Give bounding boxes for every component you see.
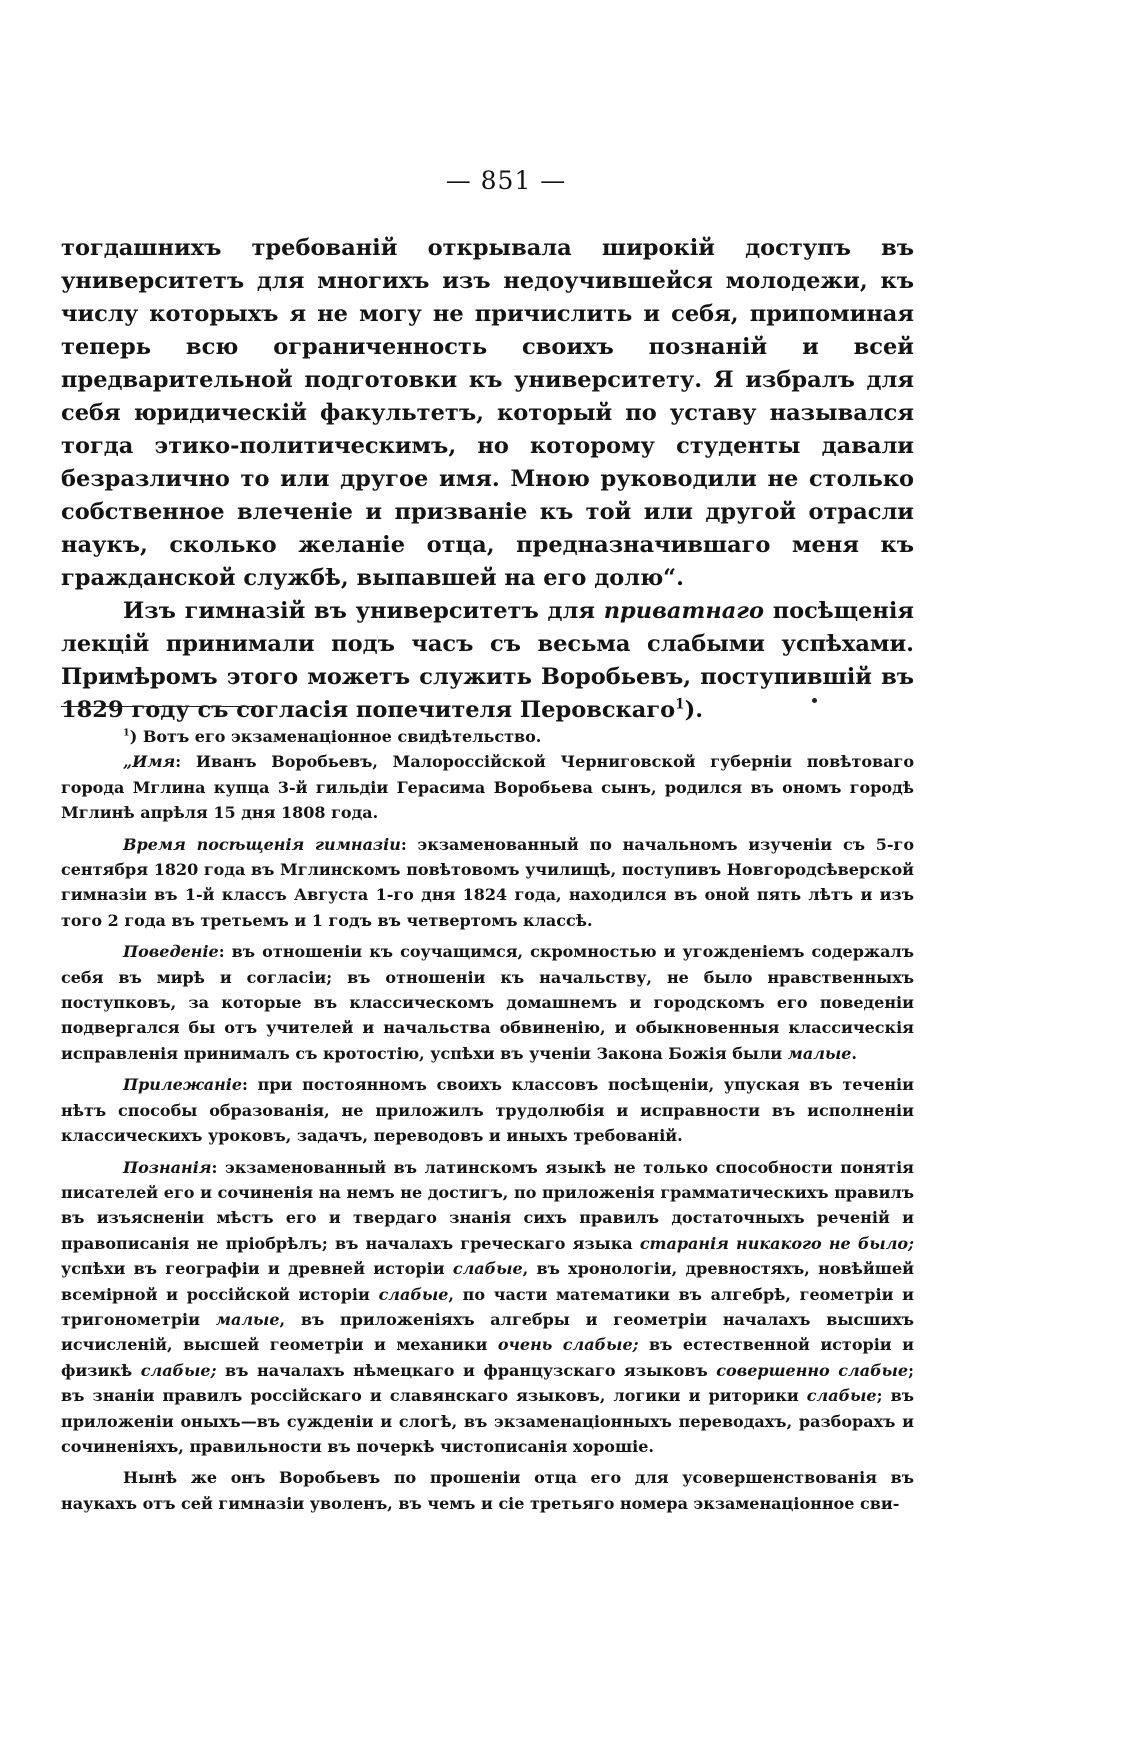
knowledge-grade-4: малые — [215, 1309, 280, 1329]
page-number: — 851 — — [445, 166, 567, 195]
knowledge-text-2: успѣхи въ географіи и древней исторіи — [61, 1259, 453, 1279]
knowledge-grade-3: слабые — [378, 1284, 449, 1304]
knowledge-text-5: , въ приложеніяхъ алгебры и геометріи началахъ высшихъ исчисленій, высшей геометріи и механики — [61, 1309, 915, 1355]
footnote-knowledge-label: Познанія — [123, 1157, 212, 1177]
footnote-marker: 1 — [123, 727, 130, 739]
knowledge-grade-7: совершенно слабые — [716, 1360, 909, 1380]
footnote-divider — [61, 706, 257, 707]
footnotes — [61, 724, 914, 1516]
footnote-behavior — [61, 939, 914, 1066]
footnote-1-intro — [61, 724, 914, 749]
footnote-behavior-text: : въ отношеніи къ соучащимся, скромностью и угожденіемъ содержалъ себя въ мирѣ и согласіи; въ отношеніи къ начальству, не было нравственныхъ поступковъ, за которые въ классическомъ домашнемъ и городскомъ его поведеніи подвергался бы отъ учителей и начальства обвиненію, и обыкновенныя классическія исправленія принималъ съ кротостію, успѣхи въ ученіи Закона Божія были — [61, 942, 914, 1063]
paragraph-2-text-a: Изъ гимназій въ университетъ для — [123, 598, 604, 624]
print-speck — [812, 698, 817, 703]
footnote-reference: 1 — [675, 696, 685, 713]
footnote-behavior-end: . — [851, 1043, 857, 1063]
knowledge-grade-6: слабые; — [140, 1360, 217, 1380]
footnote-name — [61, 749, 914, 825]
knowledge-grade-2: слабые — [452, 1259, 523, 1279]
footnote-dismissal: Нынѣ же онъ Воробьевъ по прошеніи отца его для усовершенствованія въ наукахъ отъ сей гимназіи уволенъ, въ чемъ и сіе третьяго номера экзаменаціонное сви- — [61, 1468, 914, 1513]
footnote-knowledge — [61, 1155, 914, 1460]
footnote-diligence-text: : при постоянномъ своихъ классовъ посѣщеніи, упуская въ теченіи нѣтъ способы образованія, не приложилъ трудолюбія и исправности въ исполненіи классическихъ уроковъ, задачъ, переводовъ и иныхъ требованій. — [61, 1075, 914, 1146]
knowledge-grade-8: слабые — [806, 1386, 877, 1406]
knowledge-grade-1: старанія никакого не было; — [639, 1233, 915, 1253]
footnote-diligence — [61, 1072, 914, 1148]
footnote-behavior-label: Поведеніе — [123, 942, 219, 962]
footnote-attendance-text: : экзаменованный по начальномъ изученіи съ 5-го сентября 1820 года въ Мглинскомъ повѣтовомъ училищѣ, поступивъ Новгородсѣверской гимназіи въ 1-й классъ Августа 1-го дня 1824 года, находился въ оной пять лѣтъ и изъ того 2 года въ третьемъ и 1 годъ въ четвертомъ классѣ. — [61, 834, 915, 930]
footnote-attendance — [61, 832, 914, 934]
footnote-attendance-label: Время посѣщенія гимназіи — [123, 834, 401, 854]
knowledge-text-9: ; въ приложеніи оныхъ—въ сужденіи и слогѣ, въ экзаменаціонныхъ переводахъ, разборахъ и сочиненіяхъ, правильности въ почеркѣ чистописанія хорошіе. — [61, 1386, 914, 1456]
main-text — [61, 232, 914, 727]
footnote-name-text: : Иванъ Воробьевъ, Малороссійской Черниговской губерніи повѣтоваго города Мглина купца 3-й гильдіи Герасима Воробьева сынъ, родился въ ономъ городѣ Мглинѣ апрѣля 15 дня 1808 года. — [61, 752, 914, 823]
paragraph-1: тогдашнихъ требованій открывала широкій доступъ въ университетъ для многихъ изъ недоучившейся молодежи, къ числу которыхъ я не могу не причислить и себя, припоминая теперь всю ограниченность своихъ познаній и всей предварительной подготовки къ университету. Я избралъ для себя юридическій факультетъ, который по уставу назывался тогда этико-политическимъ, но которому студенты давали безразлично то или другое имя. Мною руководили не столько собственное влеченіе и призваніе къ той или другой отрасли наукъ, сколько желаніе отца, предназначившаго меня къ гражданской службѣ, выпавшей на его долю“. — [61, 235, 914, 591]
knowledge-text-3: , въ хронологіи, древностяхъ, новѣйшей всемірной и россійской исторіи — [61, 1259, 914, 1304]
knowledge-text-1: : экзаменованный въ латинскомъ языкѣ не только способности понятія писателей его и сочиненія на немъ не достигъ, по приложенія грамматическихъ правилъ въ изъясненіи мѣстъ его и твердаго знанія сихъ правилъ достаточныхъ реченій и правописанія не пріобрѣлъ; въ началахъ греческаго языка — [61, 1157, 914, 1253]
knowledge-grade-5: очень слабые; — [497, 1335, 639, 1355]
paragraph-2-end: ). — [684, 697, 704, 723]
knowledge-text-8: ; въ знаніи правилъ россійскаго и славянскаго языковъ, логики и риторики — [61, 1360, 914, 1406]
footnote-diligence-label: Прилежаніе — [123, 1075, 243, 1095]
knowledge-text-6: въ естественной исторіи и физикѣ — [61, 1335, 914, 1380]
paragraph-2 — [61, 595, 914, 727]
paragraph-2-italic: приватнаго — [603, 598, 764, 624]
paragraph-2-text-b: посѣщенія лекцій принимали подъ часъ съ весьма слабыми успѣхами. Примѣромъ этого можетъ служить Воробьевъ, поступившій въ 1829 году съ согласія попечителя Перовскаго — [61, 598, 915, 723]
knowledge-text-7: въ началахъ нѣмецкаго и французскаго языковъ — [216, 1360, 717, 1380]
footnote-name-label: „Имя — [123, 752, 176, 772]
knowledge-text-4: , по части математики въ алгебрѣ, геометріи и тригонометріи — [61, 1284, 914, 1329]
footnote-1-text: ) Вотъ его экзаменаціонное свидѣтельство. — [129, 727, 542, 746]
footnote-behavior-grade: малые — [787, 1043, 852, 1063]
